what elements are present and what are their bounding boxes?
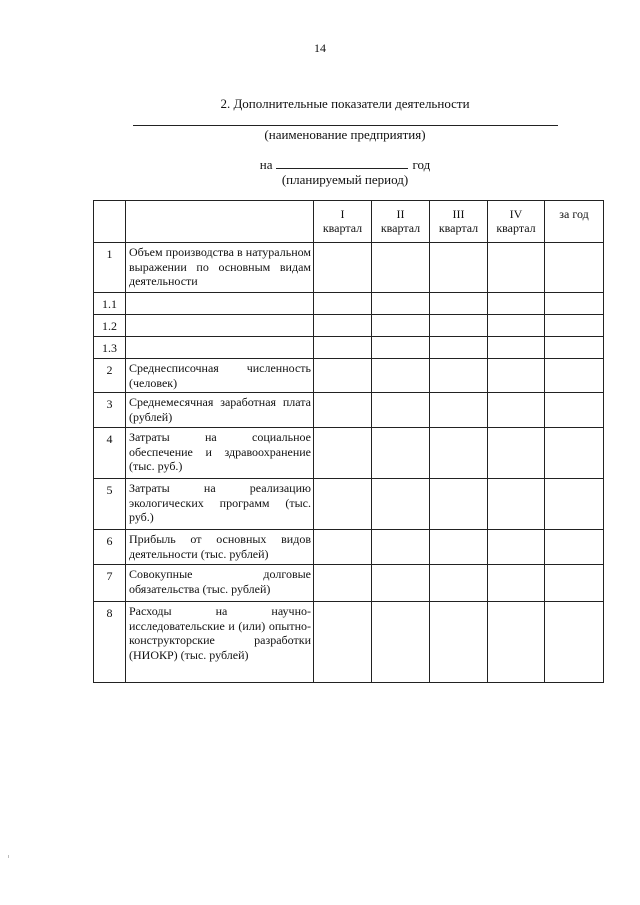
- row-number: 3: [94, 393, 126, 428]
- cell-q1[interactable]: [314, 565, 372, 602]
- cell-q3[interactable]: [430, 393, 488, 428]
- cell-q1[interactable]: [314, 315, 372, 337]
- table-row: [94, 393, 604, 428]
- cell-q3[interactable]: [430, 359, 488, 393]
- cell-year[interactable]: [545, 337, 604, 359]
- cell-q1[interactable]: [314, 243, 372, 293]
- cell-q3[interactable]: [430, 602, 488, 683]
- section-title: 2. Дополнительные показатели деятельности: [220, 96, 470, 111]
- row-number: 6: [94, 530, 126, 565]
- table-header-row: [94, 201, 604, 243]
- cell-q3[interactable]: [430, 243, 488, 293]
- cell-year[interactable]: [545, 602, 604, 683]
- cell-year[interactable]: [545, 428, 604, 479]
- cell-q1[interactable]: [314, 479, 372, 530]
- cell-q4[interactable]: [488, 315, 545, 337]
- row-name: Среднемесячная заработная плата (рублей): [126, 393, 314, 428]
- cell-q3[interactable]: [430, 315, 488, 337]
- cell-year[interactable]: [545, 479, 604, 530]
- cell-year[interactable]: [545, 565, 604, 602]
- cell-q1[interactable]: [314, 393, 372, 428]
- scan-edge-mark: [8, 855, 9, 858]
- cell-year[interactable]: [545, 530, 604, 565]
- row-number: 8: [94, 602, 126, 683]
- header-q2: II квартал: [372, 201, 430, 243]
- cell-q3[interactable]: [430, 565, 488, 602]
- cell-q3[interactable]: [430, 293, 488, 315]
- enterprise-name-line: [133, 125, 558, 126]
- period-prefix: на: [259, 157, 273, 172]
- table-row: [94, 565, 604, 602]
- cell-q2[interactable]: [372, 315, 430, 337]
- cell-q4[interactable]: [488, 393, 545, 428]
- cell-q2[interactable]: [372, 479, 430, 530]
- row-name: Расходы на научно-исследовательские и (или) опытно-конструкторские разработки (НИОКР) (тыс. рублей): [126, 602, 314, 683]
- row-number: 2: [94, 359, 126, 393]
- row-number: 7: [94, 565, 126, 602]
- row-number: 1.2: [94, 315, 126, 337]
- cell-q1[interactable]: [314, 530, 372, 565]
- table-row: [94, 337, 604, 359]
- row-number: 4: [94, 428, 126, 479]
- row-name: Среднесписочная численность (человек): [126, 359, 314, 393]
- cell-q4[interactable]: [488, 530, 545, 565]
- cell-q3[interactable]: [430, 479, 488, 530]
- cell-year[interactable]: [545, 293, 604, 315]
- cell-q2[interactable]: [372, 428, 430, 479]
- header-q3: III квартал: [430, 201, 488, 243]
- cell-q1[interactable]: [314, 602, 372, 683]
- cell-q3[interactable]: [430, 428, 488, 479]
- table-row: [94, 315, 604, 337]
- row-number: 1.3: [94, 337, 126, 359]
- table-row: [94, 428, 604, 479]
- row-name[interactable]: [126, 293, 314, 315]
- cell-q4[interactable]: [488, 359, 545, 393]
- row-name[interactable]: [126, 315, 314, 337]
- period-blank: [276, 157, 408, 169]
- header-q1: I квартал: [314, 201, 372, 243]
- table-row: [94, 243, 604, 293]
- table-row: [94, 602, 604, 683]
- row-number: 5: [94, 479, 126, 530]
- cell-q4[interactable]: [488, 243, 545, 293]
- row-name: Затраты на реализацию экологических программ (тыс. руб.): [126, 479, 314, 530]
- period-caption: (планируемый период): [281, 172, 409, 187]
- cell-q2[interactable]: [372, 293, 430, 315]
- indicators-table: [93, 200, 604, 683]
- row-name: Прибыль от основных видов деятельности (тыс. рублей): [126, 530, 314, 565]
- row-name: Затраты на социальное обеспечение и здравоохранение (тыс. руб.): [126, 428, 314, 479]
- cell-year[interactable]: [545, 393, 604, 428]
- table-row: [94, 530, 604, 565]
- row-name[interactable]: [126, 337, 314, 359]
- table-row: [94, 359, 604, 393]
- header-year: за год: [545, 201, 604, 243]
- row-name: Совокупные долговые обязательства (тыс. рублей): [126, 565, 314, 602]
- table-row: [94, 479, 604, 530]
- cell-year[interactable]: [545, 315, 604, 337]
- cell-q4[interactable]: [488, 337, 545, 359]
- cell-q4[interactable]: [488, 565, 545, 602]
- cell-q1[interactable]: [314, 293, 372, 315]
- cell-q1[interactable]: [314, 337, 372, 359]
- row-name: Объем производства в натуральном выражении по основным видам деятельности: [126, 243, 314, 293]
- row-number: 1.1: [94, 293, 126, 315]
- cell-q3[interactable]: [430, 337, 488, 359]
- cell-q1[interactable]: [314, 428, 372, 479]
- page-number: 14: [314, 41, 326, 55]
- table-row: [94, 293, 604, 315]
- cell-q3[interactable]: [430, 530, 488, 565]
- header-num-cell: [94, 201, 126, 243]
- cell-q2[interactable]: [372, 530, 430, 565]
- cell-q2[interactable]: [372, 359, 430, 393]
- enterprise-caption: (наименование предприятия): [264, 127, 426, 142]
- cell-year[interactable]: [545, 243, 604, 293]
- period-suffix: год: [412, 157, 431, 172]
- cell-q4[interactable]: [488, 479, 545, 530]
- header-name-cell: [126, 201, 314, 243]
- cell-q4[interactable]: [488, 293, 545, 315]
- cell-q2[interactable]: [372, 243, 430, 293]
- cell-q2[interactable]: [372, 337, 430, 359]
- cell-q4[interactable]: [488, 428, 545, 479]
- cell-q2[interactable]: [372, 565, 430, 602]
- cell-q2[interactable]: [372, 393, 430, 428]
- header-q4: IV квартал: [488, 201, 545, 243]
- cell-q4[interactable]: [488, 602, 545, 683]
- row-number: 1: [94, 243, 126, 293]
- period-line: [0, 157, 640, 173]
- cell-q2[interactable]: [372, 602, 430, 683]
- cell-year[interactable]: [545, 359, 604, 393]
- cell-q1[interactable]: [314, 359, 372, 393]
